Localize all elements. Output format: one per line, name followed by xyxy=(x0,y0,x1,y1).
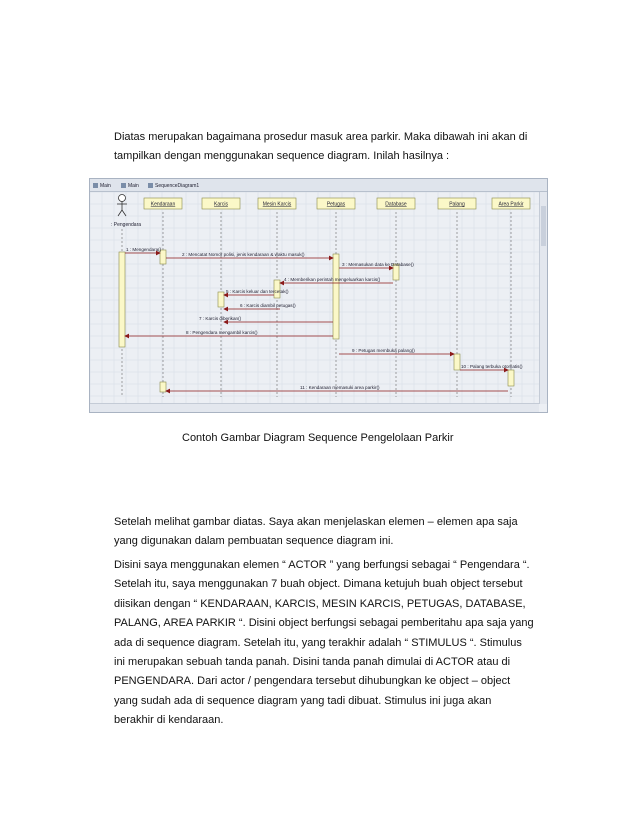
activation-bar xyxy=(454,354,460,370)
activation-bar xyxy=(218,292,224,307)
sequence-diagram-screenshot xyxy=(89,178,548,413)
tab-label: Main xyxy=(100,182,111,189)
tab-main-1[interactable] xyxy=(93,181,111,190)
activation-bar xyxy=(508,370,514,386)
message-label: 11 : Kendaraan memasuki area parkir() xyxy=(300,385,380,390)
vertical-scrollbar[interactable] xyxy=(539,192,547,404)
diagram-icon xyxy=(121,183,126,188)
activation-bar xyxy=(160,250,166,264)
scrollbar-thumb[interactable] xyxy=(541,206,546,246)
object-label: Karcis xyxy=(214,201,228,208)
paragraph-elements-intro: Setelah melihat gambar diatas. Saya akan menjelaskan elemen – elemen apa saja yang digunakan dalam pembuatan sequence diagram ini. xyxy=(114,516,518,548)
horizontal-scrollbar[interactable] xyxy=(90,403,539,412)
message-label: 8 : Pengendara mengambil karcis() xyxy=(186,330,258,335)
tab-main-2[interactable] xyxy=(121,181,139,190)
diagram-canvas xyxy=(90,192,539,404)
tab-label: Main xyxy=(128,182,139,189)
diagram-icon xyxy=(148,183,153,188)
activation-bar xyxy=(160,382,166,392)
actor-leg xyxy=(118,210,122,216)
message-label: 10 : Palang terbuka otomatis() xyxy=(461,364,523,369)
message-label: 7 : Karcis diberikan() xyxy=(199,316,242,321)
object-label: Database xyxy=(385,201,407,208)
message-label: 1 : Mengendara() xyxy=(126,247,162,252)
tab-sequence-diagram[interactable] xyxy=(148,181,199,190)
object-label: Kendaraan xyxy=(150,201,176,208)
actor-head xyxy=(119,195,126,202)
sequence-diagram xyxy=(90,192,540,405)
figure-caption: Contoh Gambar Diagram Sequence Pengelolaan Parkir xyxy=(182,432,454,444)
tab-label: SequenceDiagram1 xyxy=(155,182,200,189)
intro-paragraph: Diatas merupakan bagaimana prosedur masuk area parkir. Maka dibawah ini akan di tampilkan dengan menggunakan sequence diagram. Inilah hasilnya : xyxy=(114,131,528,163)
actor-leg xyxy=(122,210,126,216)
activation-bar xyxy=(333,254,339,339)
message-label: 5 : Karcis keluar dan tercetak() xyxy=(226,289,289,294)
message-label: 6 : Karcis diambil petugas() xyxy=(240,303,296,308)
object-label: Area Parkir xyxy=(498,201,524,208)
message-label: 3 : Memasukan data ke Database() xyxy=(342,262,414,267)
paragraph-elements-detail: Disini saya menggunakan elemen “ ACTOR ” yang berfungsi sebagai “ Pengendara “. Setelah itu, saya menggunakan 7 buah object. Dimana ketujuh buah object tersebut diisikan dengan “ KENDARAAN, KARCIS, MESIN KARCIS, PETUGAS, DATABASE, PALANG, AREA PARKIR “. Disini object berfungsi sebagai pemberitahu apa saja yang ada di sequence diagram. Setelah itu, yang terakhir adalah “ STIMULUS “. Stimulus ini merupakan sebuah tanda panah. Disini tanda panah dimulai di ACTOR atau di PENGENDARA. Dari actor / pengendara tersebut dihubungkan ke object – object yang sudah ada di sequence diagram yang tadi dibuat. Stimulus ini juga akan berakhir di kendaraan. xyxy=(114,559,534,727)
actor-label: : Pengendara xyxy=(111,222,142,228)
diagram-tab-bar xyxy=(90,179,547,192)
object-label: Palang xyxy=(449,201,465,208)
diagram-icon xyxy=(93,183,98,188)
message-label: 9 : Petugas membuka palang() xyxy=(352,348,415,353)
message-label: 2 : Mencatat Nomor polisi, jenis kendaraan & waktu masuk() xyxy=(182,252,305,257)
actor-activation xyxy=(119,252,125,347)
object-label: Mesin Karcis xyxy=(262,201,292,208)
object-label: Petugas xyxy=(326,201,346,208)
message-label: 4 : Memberikan perintah mengeluarkan karcis() xyxy=(284,277,381,282)
